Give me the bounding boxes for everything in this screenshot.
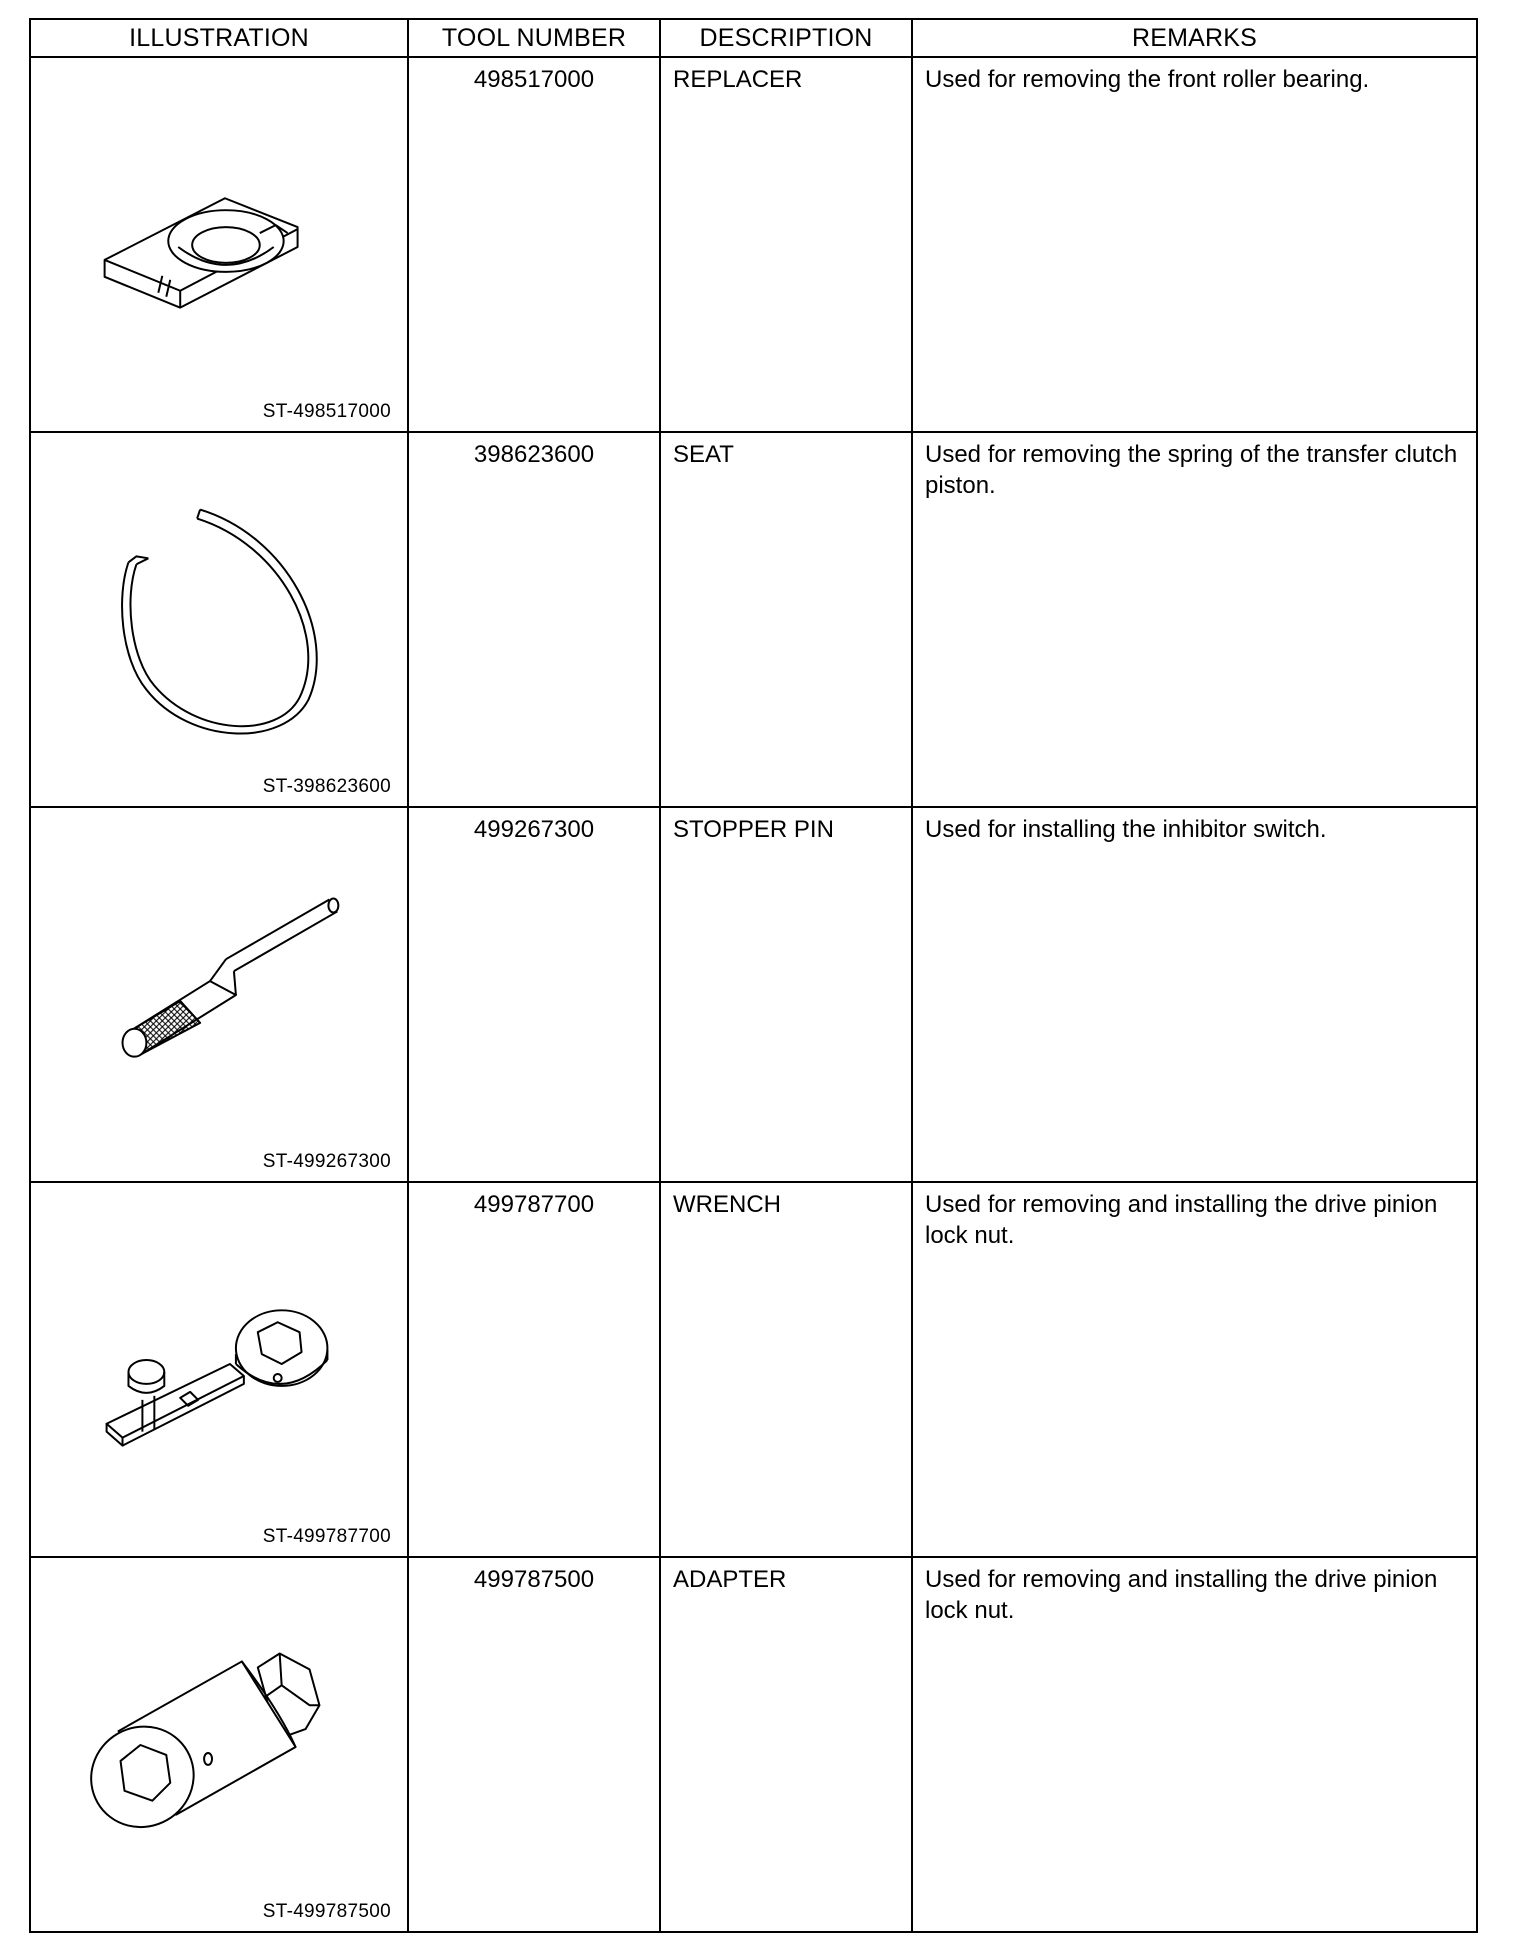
description-cell: REPLACER [660,57,912,432]
description-cell: STOPPER PIN [660,807,912,1182]
illustration-code: ST-499787500 [262,1901,391,1922]
table-row [30,1182,1477,1557]
illustration-cell [30,1182,408,1557]
replacer-illustration [31,58,407,431]
description-cell: SEAT [660,432,912,807]
illustration-cell [30,57,408,432]
stopper-pin-illustration [31,808,407,1181]
description-cell: WRENCH [660,1182,912,1557]
remarks-cell: Used for removing and installing the drive pinion lock nut. [912,1557,1477,1932]
illustration-code: ST-499267300 [262,1151,391,1172]
tool-number-cell: 498517000 [408,57,660,432]
table-row [30,807,1477,1182]
table-row [30,57,1477,432]
header-row [30,19,1477,57]
description-cell: ADAPTER [660,1557,912,1932]
header-tool-number: TOOL NUMBER [408,19,660,57]
remarks-cell: Used for removing the spring of the transfer clutch piston. [912,432,1477,807]
illustration-cell [30,807,408,1182]
illustration-cell [30,432,408,807]
illustration-code: ST-398623600 [262,776,391,797]
special-tools-table [29,18,1478,1933]
table-row [30,432,1477,807]
illustration-code: ST-499787700 [262,1526,391,1547]
header-description: DESCRIPTION [660,19,912,57]
table-row [30,1557,1477,1932]
illustration-cell [30,1557,408,1932]
remarks-cell: Used for removing and installing the drive pinion lock nut. [912,1182,1477,1557]
tool-number-cell: 499787500 [408,1557,660,1932]
adapter-illustration [31,1558,407,1931]
wrench-illustration [31,1183,407,1556]
tool-number-cell: 499787700 [408,1182,660,1557]
illustration-code: ST-498517000 [262,401,391,422]
header-illustration: ILLUSTRATION [30,19,408,57]
seat-illustration [31,433,407,806]
header-remarks: REMARKS [912,19,1477,57]
tool-number-cell: 499267300 [408,807,660,1182]
remarks-cell: Used for installing the inhibitor switch. [912,807,1477,1182]
remarks-cell: Used for removing the front roller bearing. [912,57,1477,432]
tool-number-cell: 398623600 [408,432,660,807]
